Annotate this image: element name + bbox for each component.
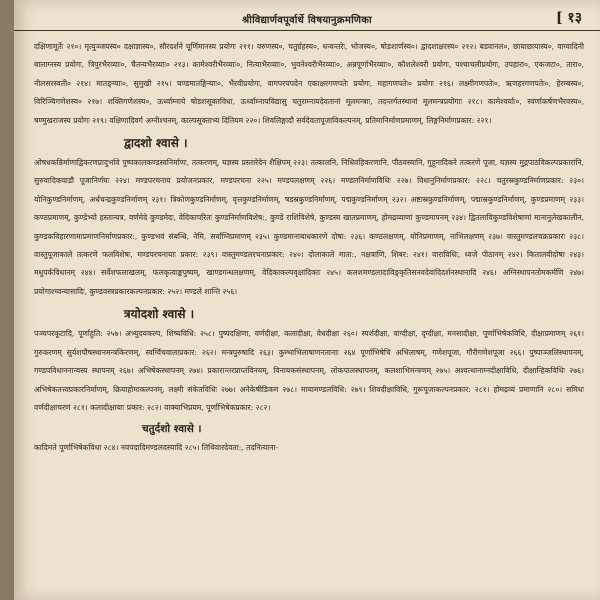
body-paragraph: कादिमते पूर्णाभिषेकविधा २८४। नवपदादिमण्डलदस्यादि २८५। तिथिवारदेवता:, तदनित्याना-: [34, 443, 278, 453]
body-paragraph: दक्षिणामूर्तेः २१०। मृत्युञ्जयस्य० दक्षाज्ञास्य०, सौरदर्शने घूर्णिमानस्य प्रयोगः २११। वरुणस्य०, चतुर्ग्रहस्य०, धन्वन्तरेः, भोजस्य०, षोडशार्णस्य०। द्वादशाक्षरस्य० २१२। बडवानल०, छायाछायास्य०, वाग्वादिनी बालाग्नस्य प्रयोगः, त्रिपुरभैरव्याः०, चैतन्यभैरव्याः० २१३। कामेश्वरीभैरव्याः०, नित्याभैरव्याः०, भुवनेश्वरीभैरव्याः०, अन्नपूर्णाभैरव्याः०, कौशलेश्वरी प्रयोगः, पश्चाचलीप्रयोगः, उपहारा०, एकजटा०, तारा०, नीलसरस्वती० २१४। मातङ्ग्याः०, सुमुखी २१५। चण्डमातङ्गिन्याः०, भैरवीप्रयोगः, वागपरयपदेन एकाक्षरगणपतेः प्रयोगः, महागणपतेः० प्रयोगः २१६। लक्ष्मीगणपतेः०, ऋणहरगणपतेः०, हेरम्बस्य०, विरिञ्चिगणेशस्य० २१७। शक्तिगणेशस्य०, ऊर्ध्वाम्नाये षोडशसूक्तविधा, ऊर्ध्वाम्नायविद्यासु चतुराम्नायदेवतानां मूलमन्त्राः, तदन्तर्गतस्थानां मूलमन्त्रप्रयोगाः २१८। कामेश्वर्याः०, स्वर्णाकर्षणभैरवस्य०, षण्मुखराजस्य प्रयोगः २१९। वक्षिणादिवर्ग अग्नीश्चनम्, काल्पसूक्ताभ्य दितियम २२०। शिवलिङ्गादौ सर्वदेवतापूजाविकल्पनम्, प्रतिमानिर्माणप्रमाणम्, लिङ्गनिर्माणप्रकार: २२१।: [34, 42, 584, 125]
page-number: [ १३: [555, 10, 582, 26]
section-heading: त्रयोदशो श्वासे ।: [124, 307, 195, 322]
page-header: [14, 8, 600, 31]
section-heading: चतुर्दशो श्वासे ।: [142, 423, 202, 436]
page-body: [34, 38, 584, 600]
body-paragraph: ओषधकन्निर्माणाद्विकरणप्रादुर्भावे पुष्पकालकण्डस्वनिर्माणः, तत्करणम्, यज्ञस्य प्रस्तारेदेन शैक्षिपम् २२३। तत्कालनि, निधिवहिकरणानि, पौठवस्यानि, गुहूनादिकरे तत्करणे पूजा, यज्ञस्य मुद्गपाठविकल्पप्रकारानि, सुरुवादिकवाडौ पूजानिर्णयः २२४। मण्डपरचनाय प्रयोजनप्रकार, मण्डपरचना २२५। मण्डपलक्षणम् २२६। मण्डलनिर्माणविधिः २२७। विधानुनिर्माणप्रकार: २२८। चतुरस्रकुण्डनिर्माणप्रकार: २३०। योनिकुण्डनिर्माणम्, अर्धचन्द्रकुण्डनिर्माणम् २३१। त्रिकोणकुण्डनिर्माणम्, वृत्तकुण्डनिर्माणम्, षडस्रकुण्डनिर्माणम्, पद्मकुण्डनिर्माणम् २३२। अष्टास्रकुण्डनिर्माणम्, पद्मास्रकुण्डनिर्माणम्, कुण्डप्रमाणम् २३३। कण्ठप्रमाणम्, कुण्डेभ्यो हस्तान्यत्र, वर्णमेदे कुण्डमेदः, वेदिकापरितः कुण्डनिर्माणविशेष:, कुण्डे राशिविशेषे, कुण्डस्य खातप्रमाणम्, होमद्रव्याणां कुण्डमापनम् २३४। द्वितलाविकुण्डविशेषाणां मानानुलेखकालीन, कुण्डकविहारणामाप्रमाणनिर्माणप्रकार:, कुण्डभवं संबन्धि, नेमि, सर्वाग्निप्रमाणम् २३५। कुण्डमानाबाधकारणे दोषा: २३६। कण्ठलक्षणम्, योनिप्रमाणम्, नाभिलक्षणम् २३७। वास्तुमण्डलचक्रप्रकारः २३८। वास्तुपूजाकाले तत्करणे फलविशेषः, मण्डपरचनायाः प्रकार: २३९। वास्तुमण्डलरचनाप्रकार: २४०। दोलाकाले माता:, नक्षत्राणि, शिबर: २४१। वाराविधिः, ध्वजे पीठानम् २४२। कितालवीदोषा २४३। मधुपर्कविधानम् २४४। सर्वेशफलाखलम्, फलकृत्वाङ्कपुष्पम्, खाण्डगन्धलक्षणम्, वेदिकाकल्पवृक्षादिकाः २४५। कलशमण्डलादाविङ्कृतिसनवदेवादिदर्शनस्थानादि २४६। अग्निस्थापनतोमकर्मणि २४७। प्रयोगाश्च्वन्यासादिः, कुण्डवस्त्रप्रकारकल्पनप्रकार: २५२। मण्डले शान्ति २५६।: [34, 158, 584, 296]
running-head: श्रीविद्यार्णवपूर्वार्धे विषयानुक्रमणिका: [242, 15, 372, 26]
document-page: [14, 0, 600, 600]
body-paragraph: पञ्चपरकूटादि, पूर्णाहुति: २५७। अभ्युदयकल्प, शिष्यविधि: २५८। पुष्पदक्षिणा, वर्णदीक्षा, कलादीक्षा, वेधदीक्षा २६०। स्पर्शदीक्षा, वाग्दीक्षा, दृग्दीक्षा, मनसादीक्षा, पूर्णाभिषेकविधि, दीक्षाप्रमाणम् २६१। गुरुकरणम् सुर्यशपौषस्थानमन्त्रकिरणम्, स्वर्ग्विचवालाप्रकार: २६२। मन्त्रपुरुषादि २६३। कुम्भाभिलाषाणनतानाः २६४ पूर्णाभिषेचि अभिलाषम्, गणेशपूजा, गौरीगणेशपूजा २६६। पुष्पाञ्जलिस्थापनम्, गण्डपविधाननान्यस्य स्थापनम् २६७। अभिषेकस्थापनम् २७४। प्रकारान्तरप्राप्तविनयम्, विनायकसंस्थापनम्, लोकपालस्थापनम्, कलशाभिमन्त्रणम् २७५। अश्वत्थानाम्नदीक्षाविधि, दीक्षान्हिकविधिः २७६। अभिषेकतत्त्वप्रकारनिर्माणम्, क्रियाहोमाकल्पनम्, लक्ष्मी संकेतविधिः २७७। अनेकेषीडिकम २७८। मायामण्डलविधि: २७९। शिवदीक्षाविधि, गुरूपूजाकल्पनप्रकार: २८१। होमद्रव्यं प्रमाणानि २८०। समिधः वर्णदीक्षाचरणं २८१। कलादीक्षायाः प्रकार: २८२। वाक्याभिप्रयम, पूर्णाभिषेकप्रकार: २८२।: [34, 329, 584, 412]
section-heading: द्वादशो श्वासे ।: [124, 136, 188, 151]
